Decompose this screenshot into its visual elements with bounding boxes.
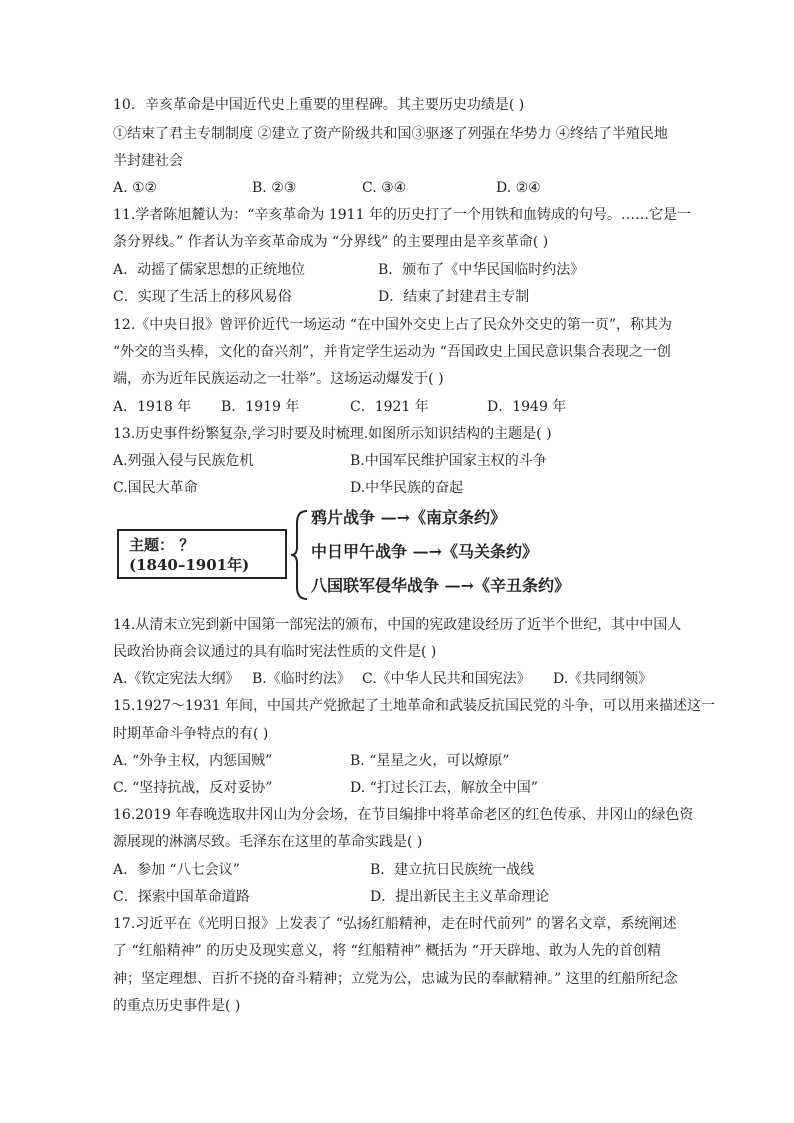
q14-option-a[interactable]: A.《钦定宪法大纲》 — [113, 671, 240, 687]
q10-stem: 10．辛亥革命是中国近代史上重要的里程碑。其主要历史功绩是( ) — [113, 97, 525, 113]
q17-stem-line3: 神；坚定理想、百折不挠的奋斗精神；立党为公，忠诚为民的奉献精神。” 这里的红船所纪念 — [113, 971, 678, 987]
q16-option-c[interactable]: C．探索中国革命道路 — [113, 889, 250, 905]
q15-stem-line1: 15.1927～1931 年间，中国共产党掀起了土地革命和武装反抗国民党的斗争，可以用来描述这一 — [113, 698, 715, 714]
q16-stem-line1: 16.2019 年春晚选取井冈山为分会场，在节目编排中将革命老区的红色传承、井冈山的绿色资 — [113, 807, 694, 823]
q12-option-c[interactable]: C．1921 年 — [350, 399, 429, 415]
q13-option-d[interactable]: D.中华民族的奋起 — [350, 480, 464, 496]
q15-stem-line2: 时期革命斗争特点的有( ) — [113, 726, 269, 742]
q17-stem-line1: 17.习近平在《光明日报》上发表了 “弘扬红船精神，走在时代前列” 的署名文章，系统阐述 — [113, 916, 677, 932]
q13-stem: 13.历史事件纷繁复杂,学习时要及时梳理.如图所示知识结构的主题是( ) — [113, 426, 552, 442]
q12-stem-line2: “外交的当头棒，文化的奋兴剂”，并肯定学生运动为 “吾国政史上国民意识集合表现之一创 — [113, 344, 671, 360]
q14-option-c[interactable]: C.《中华人民共和国宪法》 — [362, 671, 531, 687]
brace-icon — [289, 509, 311, 601]
diagram-event-2: 中日甲午战争 —→《马关条约》 — [311, 542, 538, 561]
q14-stem-line2: 民政治协商会议通过的具有临时宪法性质的文件是( ) — [113, 644, 437, 660]
q17-stem-line2: 了 “红船精神” 的历史及现实意义，将 “红船精神” 概括为 “开天辟地、敢为人先的首创精 — [113, 943, 662, 959]
q17-stem-line4: 的重点历史事件是( ) — [113, 998, 241, 1014]
q11-option-b[interactable]: B．颁布了《中华民国临时约法》 — [378, 262, 585, 278]
theme-years: (1840–1901年) — [129, 556, 250, 574]
q12-stem-line3: 端，亦为近年民族运动之一壮举”。这场运动爆发于( ) — [113, 371, 444, 387]
q10-option-a[interactable]: A. ①② — [113, 180, 158, 196]
q12-option-d[interactable]: D．1949 年 — [487, 399, 567, 415]
q11-option-c[interactable]: C．实现了生活上的移风易俗 — [113, 289, 292, 305]
q10-items-line2: 半封建社会 — [113, 153, 183, 169]
q10-option-c[interactable]: C. ③④ — [362, 180, 407, 196]
q16-stem-line2: 源展现的淋漓尽致。毛泽东在这里的革命实践是( ) — [113, 834, 423, 850]
knowledge-structure-diagram — [113, 505, 703, 605]
q15-option-d[interactable]: D. “打过长江去，解放全中国” — [350, 780, 538, 796]
q16-option-d[interactable]: D．提出新民主主义革命理论 — [370, 889, 550, 905]
q13-option-c[interactable]: C.国民大革命 — [113, 480, 198, 496]
q15-option-c[interactable]: C. “坚持抗战，反对妥协” — [113, 780, 273, 796]
q15-option-a[interactable]: A. “外争主权，内惩国贼” — [113, 753, 273, 769]
q16-option-a[interactable]: A．参加 “八七会议” — [113, 862, 240, 878]
q10-option-d[interactable]: D. ②④ — [496, 180, 541, 196]
q15-option-b[interactable]: B. “星星之火，可以燎原” — [350, 753, 510, 769]
q12-stem-line1: 12.《中央日报》曾评价近代一场运动 “在中国外交史上占了民众外交史的第一页”，称其为 — [113, 317, 673, 333]
q11-option-a[interactable]: A．动摇了儒家思想的正统地位 — [113, 262, 306, 278]
diagram-event-1: 鸦片战争 —→《南京条约》 — [311, 508, 506, 527]
q10-option-b[interactable]: B. ②③ — [252, 180, 297, 196]
theme-label: 主题： ？ — [129, 536, 195, 554]
q14-option-d[interactable]: D.《共同纲领》 — [553, 671, 653, 687]
theme-box — [117, 529, 287, 579]
q11-option-d[interactable]: D．结束了封建君主专制 — [378, 289, 530, 305]
q12-option-a[interactable]: A．1918 年 — [113, 399, 192, 415]
q10-items-line1: ①结束了君主专制制度 ②建立了资产阶级共和国③驱逐了列强在华势力 ④终结了半殖民地 — [113, 126, 668, 142]
q11-stem-line2: 条分界线。” 作者认为辛亥革命成为 “分界线” 的主要理由是辛亥革命( ) — [113, 234, 549, 250]
q14-stem-line1: 14.从清末立宪到新中国第一部宪法的颁布，中国的宪政建设经历了近半个世纪，其中中国人 — [113, 617, 682, 633]
q12-option-b[interactable]: B．1919 年 — [221, 399, 300, 415]
q16-option-b[interactable]: B．建立抗日民族统一战线 — [370, 862, 535, 878]
q11-stem-line1: 11.学者陈旭麓认为：“辛亥革命为 1911 年的历史打了一个用铁和血铸成的句号。……它是一 — [113, 207, 691, 223]
diagram-event-3: 八国联军侵华战争 —→《辛丑条约》 — [311, 576, 570, 595]
q14-option-b[interactable]: B.《临时约法》 — [252, 671, 351, 687]
q13-option-a[interactable]: A.列强入侵与民族危机 — [113, 453, 254, 469]
q13-option-b[interactable]: B.中国军民维护国家主权的斗争 — [350, 453, 547, 469]
